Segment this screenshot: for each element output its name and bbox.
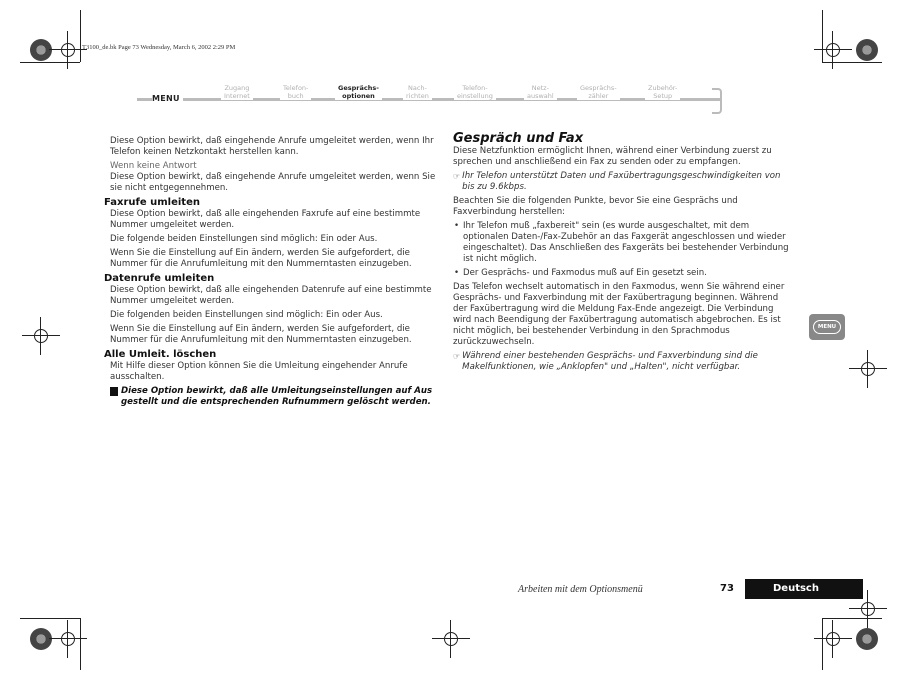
footer-chapter-title: Arbeiten mit dem Optionsmenü bbox=[518, 584, 643, 595]
crop-line-bottom-left-v bbox=[80, 618, 81, 670]
print-slug: T3100_de.bk Page 73 Wednesday, March 6, 2002 2:29 PM bbox=[82, 44, 236, 51]
warning-text: Diese Option bewirkt, daß alle Umleitungseinstellungen auf Aus gestellt und die entsprechenden Rufnummern gelöscht werden. bbox=[121, 386, 433, 407]
bullet-item: • Ihr Telefon muß „faxbereit" sein (es wurde ausgeschaltet, mit dem optionalen Daten-/Fax-Zubehör an das Faxgerät angeschlossen und wieder eingeschaltet). Das Anschließen des Faxgeräts bei bestehender Verbindung ist nicht möglich. bbox=[453, 221, 793, 265]
warning-note bbox=[104, 386, 439, 408]
registration-mark-top-right bbox=[822, 39, 844, 61]
paragraph: Diese Option bewirkt, daß eingehende Anrufe umgeleitet werden, wenn Ihr Telefon keinen Netzkontakt herstellen kann. bbox=[110, 136, 434, 157]
menu-badge-label: MENU bbox=[813, 320, 841, 334]
info-note bbox=[453, 351, 793, 373]
right-column bbox=[453, 133, 793, 376]
crop-line-top-right-h bbox=[822, 62, 882, 63]
registration-mark-top-left bbox=[57, 39, 79, 61]
menu-item-zubehoer-setup: Zubehör- Setup bbox=[645, 84, 680, 100]
menu-item-gespraechsoptionen: Gesprächs- optionen bbox=[335, 84, 382, 100]
paragraph: Beachten Sie die folgenden Punkte, bevor Sie eine Gesprächs und Faxverbindung herstellen: bbox=[453, 196, 738, 217]
crop-line-top-left-h bbox=[20, 62, 80, 63]
menu-item-telefoneinstellung: Telefon- einstellung bbox=[454, 84, 496, 100]
paragraph: Mit Hilfe dieser Option können Sie die Umleitung eingehender Anrufe ausschalten. bbox=[110, 361, 408, 382]
registration-mark-footer-right bbox=[857, 598, 879, 620]
note-hand-icon: ☞ bbox=[453, 352, 461, 361]
menu-item-nachrichten: Nach- richten bbox=[403, 84, 432, 100]
section-title: Gespräch und Fax bbox=[453, 131, 584, 146]
crop-line-bottom-right-h bbox=[822, 618, 882, 619]
menu-item-netzauswahl: Netz- auswahl bbox=[524, 84, 557, 100]
menu-side-badge bbox=[809, 314, 845, 340]
note-hand-icon: ☞ bbox=[453, 172, 461, 181]
paragraph: Diese Option bewirkt, daß alle eingehenden Faxrufe auf eine bestimmte Nummer umgeleitet werden. bbox=[110, 209, 421, 230]
registration-mark-left-middle bbox=[30, 325, 52, 347]
paragraph: Diese Option bewirkt, daß alle eingehenden Datenrufe auf eine bestimmte Nummer umgeleitet werden. bbox=[110, 285, 432, 306]
footer-page-number: 73 bbox=[720, 583, 734, 594]
paragraph: Wenn Sie die Einstellung auf Ein ändern, werden Sie aufgefordert, die Nummer für die Anrufumleitung mit den Nummerntasten einzugeben. bbox=[110, 248, 412, 269]
corner-disc-top-right bbox=[856, 39, 878, 61]
registration-mark-bottom-right bbox=[822, 628, 844, 650]
crop-line-bottom-left-h bbox=[20, 618, 80, 619]
paragraph: Die folgenden beiden Einstellungen sind möglich: Ein oder Aus. bbox=[110, 310, 383, 320]
heading-alle-umleit-loeschen: Alle Umleit. löschen bbox=[104, 349, 217, 360]
registration-mark-right-middle bbox=[857, 358, 879, 380]
crop-line-top-right-v bbox=[822, 10, 823, 62]
heading-datenrufe-umleiten: Datenrufe umleiten bbox=[104, 273, 215, 284]
warning-icon bbox=[110, 387, 118, 396]
bullet-item: • Der Gesprächs- und Faxmodus muß auf Ein gesetzt sein. bbox=[453, 268, 793, 279]
corner-disc-bottom-right bbox=[856, 628, 878, 650]
heading-faxrufe-umleiten: Faxrufe umleiten bbox=[104, 197, 200, 208]
paragraph: Diese Option bewirkt, daß eingehende Anrufe umgeleitet werden, wenn Sie sie nicht entgegennehmen. bbox=[110, 172, 436, 193]
note-text: Während einer bestehenden Gesprächs- und Faxverbindung sind die Makelfunktionen, wie „Anklopfen" und „Halten", nicht verfügbar. bbox=[462, 351, 758, 372]
paragraph: Wenn Sie die Einstellung auf Ein ändern, werden Sie aufgefordert, die Nummer für die Anrufumleitung mit den Nummerntasten einzugeben. bbox=[110, 324, 412, 345]
registration-mark-bottom-left bbox=[57, 628, 79, 650]
paragraph: Die folgende beiden Einstellungen sind möglich: Ein oder Aus. bbox=[110, 234, 378, 244]
footer-language-tab: Deutsch bbox=[745, 579, 863, 599]
menu-item-telefonbuch: Telefon- buch bbox=[280, 84, 311, 100]
menu-item-zugang-internet: Zugang Internet bbox=[221, 84, 253, 100]
registration-mark-bottom-center bbox=[440, 628, 462, 650]
paragraph: Diese Netzfunktion ermöglicht Ihnen, während einer Verbindung zuerst zu sprechen und anschließend ein Fax zu senden oder zu empfangen. bbox=[453, 146, 772, 167]
left-column bbox=[104, 136, 439, 411]
menu-label: MENU bbox=[152, 94, 183, 103]
crop-line-top-left-v bbox=[80, 10, 81, 62]
menu-bracket bbox=[712, 88, 722, 114]
crop-line-bottom-right-v bbox=[822, 618, 823, 670]
info-note bbox=[453, 171, 793, 193]
menu-item-gespraechszaehler: Gesprächs- zähler bbox=[577, 84, 620, 100]
paragraph: Das Telefon wechselt automatisch in den Faxmodus, wenn Sie während einer Gesprächs- und Faxverbindung mit der Faxübertragung beginnen. Während der Faxübertragung wird die Meldung Fax-Ende angezeigt. Die Verbindung wird nach Beendigung der Faxübertragung automatisch abgebrochen. Es ist nicht möglich, bei bestehender Verbindung in den Sprachmodus zurückzuwechseln. bbox=[453, 282, 785, 347]
paragraph: Wenn keine Antwort bbox=[110, 161, 197, 171]
note-text: Ihr Telefon unterstützt Daten und Faxübertragungsgeschwindigkeiten von bis zu 9.6kbps. bbox=[462, 171, 781, 192]
menu-navigation-bar bbox=[137, 82, 722, 120]
